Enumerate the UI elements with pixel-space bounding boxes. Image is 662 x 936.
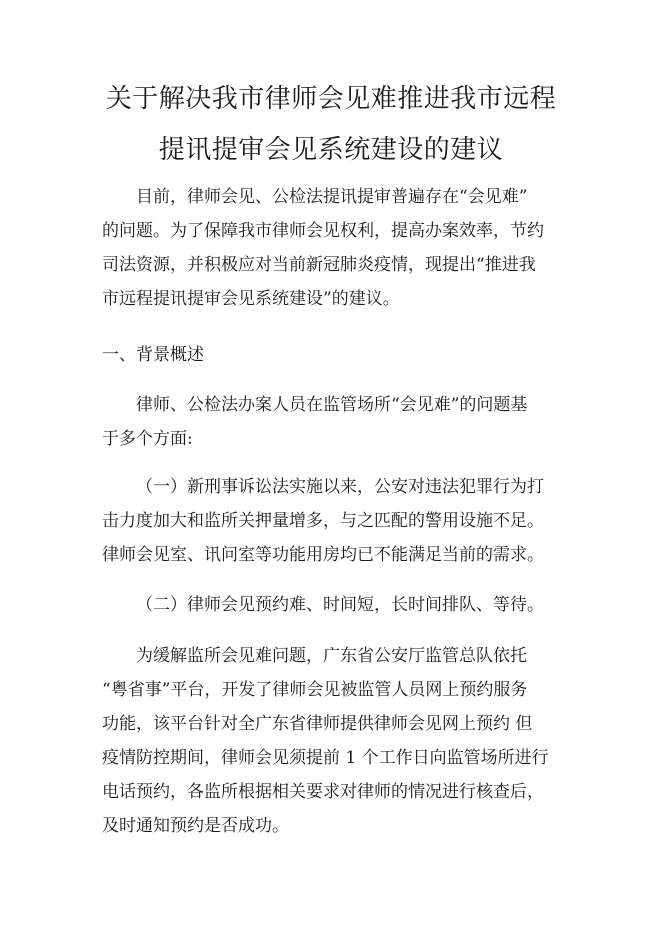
point-one-paragraph (102, 470, 564, 572)
title-line-2: 提讯提审会见系统建设的建议 (158, 135, 504, 165)
text-line: 功能，该平台针对全广东省律师提供律师会见网上预约 但 (102, 714, 533, 734)
text-line: 于多个方面: (102, 429, 193, 449)
text-line: （一）新刑事诉讼法实施以来，公安对违法犯罪行为打 (136, 477, 544, 497)
text-line: 为缓解监所会见难问题，广东省公安厅监管总队依托 (136, 646, 527, 666)
background-paragraph (102, 388, 564, 456)
text-line: 电话预约，各监所根据相关要求对律师的情况进行核查后， (102, 782, 544, 802)
text-line: 的问题。为了保障我市律师会见权利，提高办案效率，节约 (102, 221, 544, 241)
text-line: 律师会见室、讯问室等功能用房均已不能满足当前的需求。 (102, 545, 544, 565)
text-line: 击力度加大和监所关押量增多，与之匹配的警用设施不足。 (102, 511, 544, 531)
section-heading: 一、背景概述 (102, 345, 204, 365)
intro-paragraph (102, 180, 564, 316)
point-two-paragraph: （二）律师会见预约难、时间短，长时间排队、等待。 (136, 595, 544, 615)
text-line: 及时通知预约是否成功。 (102, 816, 289, 836)
text-line: “粤省事”平台，开发了律师会见被监管人员网上预约服务 (102, 680, 528, 700)
text-line: 律师、公检法办案人员在监管场所“会见难”的问题基 (136, 395, 528, 415)
text-line: 目前，律师会见、公检法提讯提审普遍存在“会见难” (136, 187, 528, 207)
text-line: 疫情防控期间，律师会见须提前 1 个工作日向监管场所进行 (102, 748, 549, 768)
title-line-1: 关于解决我市律师会见难推进我市远程 (105, 84, 557, 114)
text-line: 司法资源，并积极应对当前新冠肺炎疫情，现提出“推进我 (102, 255, 536, 275)
text-line: 市远程提讯提审会见系统建设”的建议。 (102, 289, 400, 309)
measures-paragraph (102, 639, 564, 843)
